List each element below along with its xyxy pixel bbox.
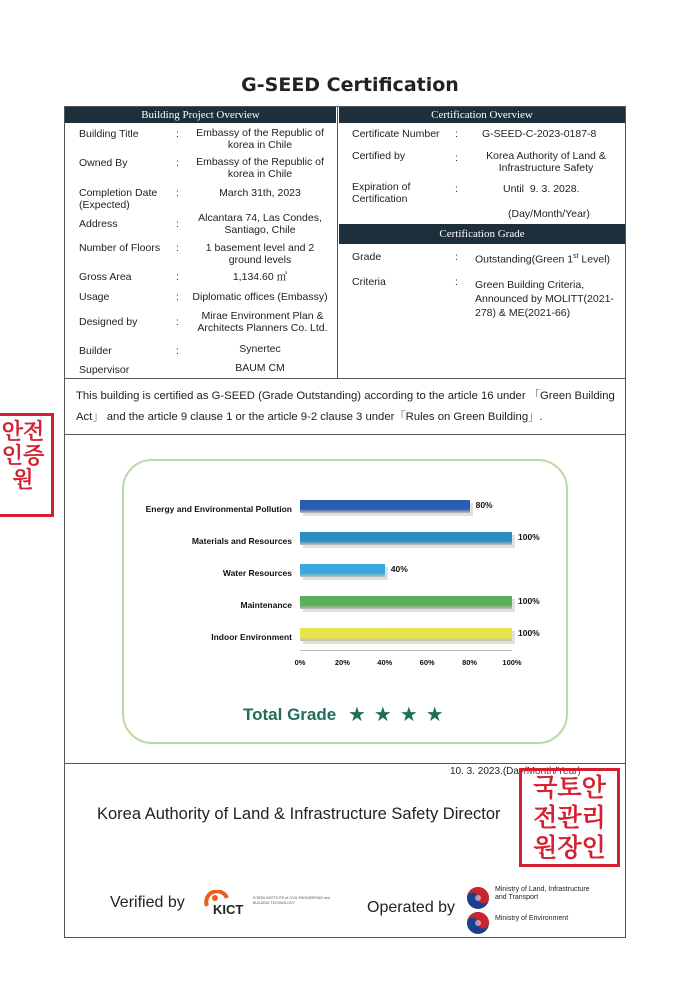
chart-category-label: Water Resources [222, 568, 292, 578]
value-building-title: Embassy of the Republic of korea in Chile [196, 127, 324, 151]
value-usage: Diplomatic offices (Embassy) [192, 291, 328, 303]
chart-x-tick: 20% [334, 658, 350, 667]
colon: : [455, 251, 458, 263]
label-criteria: Criteria [352, 276, 386, 288]
colon: : [176, 187, 179, 199]
colon: : [455, 128, 458, 140]
chart-data-label: 100% [518, 532, 540, 542]
official-seal-left [0, 413, 54, 517]
colon: : [176, 242, 179, 254]
label-completion-date: Completion Date (Expected) [79, 187, 158, 211]
value-owned-by: Embassy of the Republic of korea in Chile [196, 156, 324, 180]
chart-x-tick: 80% [462, 658, 478, 667]
chart-category-label: Indoor Environment [211, 632, 292, 642]
label-builder: Builder [79, 345, 112, 357]
verified-by-label: Verified by [110, 894, 185, 911]
official-seal-right [519, 768, 620, 867]
value-designed-by: Mirae Environment Plan & Architects Planners Co. Ltd. [197, 310, 328, 334]
seal-text: 안전인증원 [1, 419, 45, 492]
government-emblem-icon [466, 886, 490, 910]
total-grade-stars: ★★★★ [348, 704, 452, 726]
label-grade: Grade [352, 251, 382, 263]
certification-statement: This building is certified as G-SEED (Grade Outstanding) according to the article 16 under 「Green Building Act」 and the article 9 clause 1 or the article 9-2 clause 3 under「Rules on Green Building」. [76, 390, 615, 423]
value-supervisor: BAUM CM [235, 362, 285, 374]
colon: : [455, 152, 458, 164]
chart-x-axis [300, 650, 512, 651]
issue-date: 10. 3. 2023.(Day/Month/Year) [450, 766, 581, 777]
chart-bar [300, 532, 512, 545]
label-certificate-number: Certificate Number [352, 128, 440, 140]
chart-x-tick: 100% [502, 658, 522, 667]
issuer-name: Korea Authority of Land & Infrastructure Safety Director [97, 805, 501, 823]
label-expiration: Expiration of Certification [352, 181, 411, 205]
chart-data-label: 40% [390, 564, 408, 574]
label-usage: Usage [79, 291, 110, 303]
chart-category-label: Materials and Resources [191, 536, 292, 546]
colon: : [455, 183, 458, 195]
colon: : [176, 316, 179, 328]
total-grade-label: Total Grade [243, 705, 337, 724]
label-supervisor: Supervisor [79, 364, 130, 376]
value-criteria: Green Building Criteria, Announced by MOLITT(2021-278) & ME(2021-66) [475, 279, 614, 319]
label-gross-area: Gross Area [79, 271, 132, 283]
colon: : [176, 128, 179, 140]
chart-data-label: 100% [518, 596, 540, 606]
label-designed-by: Designed by [79, 316, 138, 328]
value-builder: Synertec [239, 343, 281, 355]
chart-bar [300, 564, 385, 577]
government-emblem-icon [466, 911, 490, 935]
colon: : [176, 345, 179, 357]
value-grade: Outstanding(Green 1st Level) [475, 253, 611, 266]
chart-bar [300, 596, 512, 609]
section-divider [64, 378, 626, 379]
certification-overview-header: Certification Overview [339, 107, 625, 123]
ministry-land: Ministry of Land, Infrastructure and Transport [495, 886, 590, 901]
value-certificate-number: G-SEED-C-2023-0187-8 [482, 128, 597, 140]
value-expiration: Until 9. 3. 2028. [503, 183, 580, 195]
value-certified-by: Korea Authority of Land & Infrastructure Safety [486, 150, 606, 174]
certification-grade-header: Certification Grade [339, 224, 625, 244]
colon: : [176, 271, 179, 283]
ministry-environment: Ministry of Environment [495, 915, 569, 922]
seal-text: 국토안전관리원장인 [533, 774, 606, 862]
colon: : [176, 157, 179, 169]
page-title: G-SEED Certification [241, 74, 459, 96]
value-gross-area: 1,134.60 ㎡ [232, 271, 288, 283]
chart-bar [300, 500, 470, 513]
colon: : [455, 276, 458, 288]
chart-x-tick: 40% [377, 658, 393, 667]
label-owned-by: Owned By [79, 157, 128, 169]
operated-by-label: Operated by [367, 899, 456, 916]
chart-x-tick: 60% [419, 658, 435, 667]
chart-data-label: 80% [475, 500, 493, 510]
chart-data-label: 100% [518, 628, 540, 638]
colon: : [176, 291, 179, 303]
expiration-date-format: (Day/Month/Year) [508, 208, 590, 220]
building-overview-header: Building Project Overview [65, 107, 336, 123]
colon: : [176, 218, 179, 230]
value-floors: 1 basement level and 2 ground levels [205, 242, 315, 266]
chart-x-tick: 0% [294, 658, 306, 667]
value-address: Alcantara 74, Las Condes, Santiago, Chile [198, 212, 322, 236]
value-completion-date: March 31th, 2023 [219, 187, 301, 199]
chart-bar [300, 628, 512, 641]
chart-category-label: Maintenance [240, 600, 292, 610]
label-building-title: Building Title [79, 128, 139, 140]
section-divider [64, 763, 626, 764]
kict-subtext: KOREA INSTITUTE of CIVIL ENGINEERING and BUILDING TECHNOLOGY [253, 896, 330, 905]
kict-logo-text: KICT [213, 902, 244, 917]
chart-category-label: Energy and Environmental Pollution [145, 504, 292, 514]
column-divider [337, 107, 338, 378]
label-address: Address [79, 218, 118, 230]
label-certified-by: Certified by [352, 150, 406, 162]
section-divider [64, 434, 626, 435]
label-floors: Number of Floors [79, 242, 161, 254]
